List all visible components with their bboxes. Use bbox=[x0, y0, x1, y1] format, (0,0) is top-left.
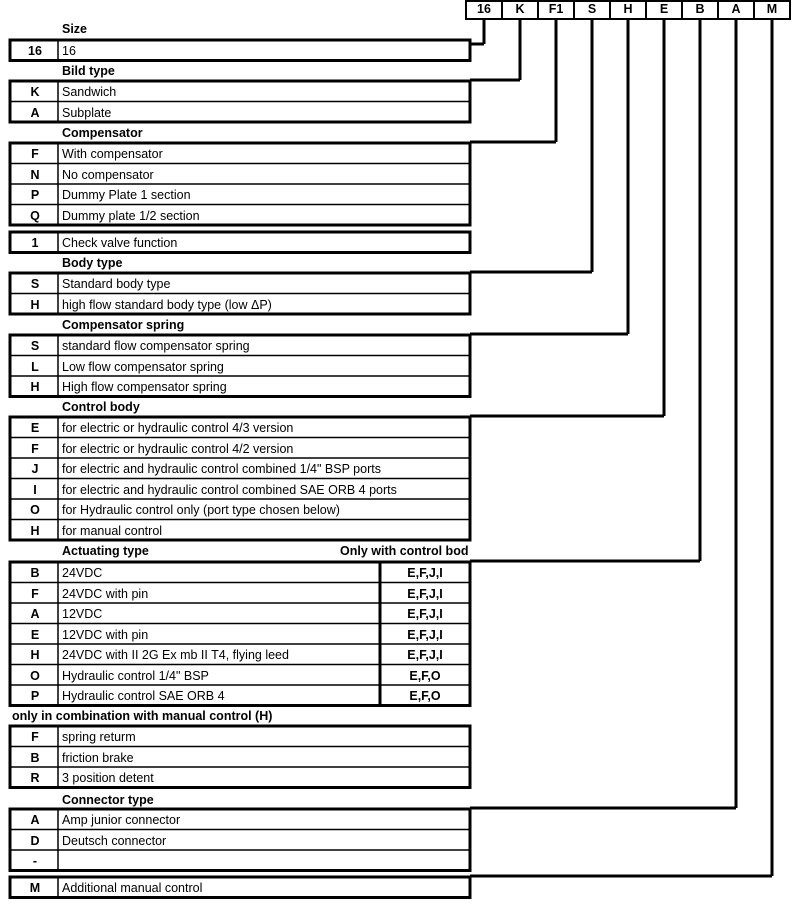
option-label: Hydraulic control SAE ORB 4 bbox=[62, 689, 225, 703]
option-code: F bbox=[31, 441, 39, 456]
header-code-6: B bbox=[695, 2, 705, 16]
option-label: With compensator bbox=[62, 147, 163, 161]
option-code: H bbox=[30, 523, 40, 538]
option-code: H bbox=[30, 380, 40, 394]
compat-codes: E,F,O bbox=[409, 689, 441, 703]
header-code-3: S bbox=[587, 2, 597, 16]
option-label: for Hydraulic control only (port type chosen below) bbox=[62, 503, 340, 517]
compat-codes: E,F,J,I bbox=[407, 648, 443, 662]
header-code-0: 16 bbox=[477, 2, 491, 16]
group-title-comp: Compensator bbox=[62, 126, 143, 140]
option-label: Dummy Plate 1 section bbox=[62, 188, 191, 202]
option-code: E bbox=[30, 421, 40, 435]
group-title-act: Actuating type bbox=[62, 544, 149, 558]
option-label: high flow standard body type (low ΔP) bbox=[62, 297, 272, 312]
option-label: No compensator bbox=[62, 167, 154, 182]
option-label: friction brake bbox=[62, 750, 134, 765]
option-label: Low flow compensator spring bbox=[62, 359, 224, 374]
option-code: F bbox=[31, 586, 39, 601]
group-title-spring: Compensator spring bbox=[62, 318, 185, 332]
option-code: - bbox=[32, 854, 38, 868]
option-label: Hydraulic control 1/4" BSP bbox=[62, 668, 209, 683]
option-code: B bbox=[30, 750, 40, 765]
group-note-act: Only with control bod bbox=[340, 544, 469, 558]
option-label: Standard body type bbox=[62, 277, 171, 291]
option-label: High flow compensator spring bbox=[62, 380, 227, 394]
option-code: P bbox=[30, 188, 40, 202]
header-code-7: A bbox=[731, 2, 741, 16]
option-code: 16 bbox=[28, 44, 42, 58]
option-code: F bbox=[31, 730, 39, 744]
option-label: for electric and hydraulic control combined 1/4" BSP ports bbox=[62, 462, 381, 476]
option-label: 24VDC with II 2G Ex mb II T4, flying leed bbox=[62, 648, 289, 662]
option-code: M bbox=[29, 881, 41, 895]
option-code: N bbox=[30, 167, 40, 182]
option-label: 3 position detent bbox=[62, 771, 154, 785]
option-label: for manual control bbox=[62, 523, 163, 538]
option-code: A bbox=[30, 607, 40, 621]
option-label: standard flow compensator spring bbox=[62, 339, 250, 353]
option-label: Amp junior connector bbox=[62, 813, 181, 827]
option-label: for electric and hydraulic control combined SAE ORB 4 ports bbox=[62, 482, 397, 497]
option-code: Q bbox=[30, 208, 40, 223]
option-code: A bbox=[30, 105, 40, 120]
option-code: H bbox=[30, 648, 40, 662]
group-title-conn: Connector type bbox=[62, 793, 154, 807]
header-code-8: M bbox=[766, 2, 778, 16]
header-code-1: K bbox=[515, 2, 525, 16]
option-label: 12VDC bbox=[62, 607, 103, 621]
option-code: D bbox=[30, 833, 40, 848]
option-code: B bbox=[30, 566, 40, 580]
header-code-2: F1 bbox=[548, 2, 564, 16]
group-box-size bbox=[10, 40, 470, 61]
option-label: Deutsch connector bbox=[62, 833, 167, 848]
option-code: S bbox=[30, 339, 40, 353]
group-title-body: Body type bbox=[62, 256, 123, 270]
option-label: 16 bbox=[62, 44, 76, 58]
compat-codes: E,F,O bbox=[409, 668, 441, 683]
option-code: J bbox=[31, 462, 39, 476]
option-code: S bbox=[30, 277, 40, 291]
compat-codes: E,F,J,I bbox=[407, 627, 443, 642]
option-code: K bbox=[30, 85, 40, 99]
header-code-4: H bbox=[623, 2, 633, 16]
option-code: F bbox=[31, 147, 39, 161]
header-code-5: E bbox=[659, 2, 669, 16]
option-label: for electric or hydraulic control 4/2 version bbox=[62, 441, 294, 456]
option-label: spring returm bbox=[62, 730, 136, 744]
option-label: Subplate bbox=[62, 105, 112, 120]
option-code: O bbox=[30, 668, 40, 683]
option-code: L bbox=[31, 359, 39, 374]
option-code: 1 bbox=[31, 236, 39, 250]
option-code: P bbox=[30, 689, 40, 703]
option-label: 24VDC bbox=[62, 566, 103, 580]
group-title-size: Size bbox=[62, 22, 88, 36]
compat-codes: E,F,J,I bbox=[407, 607, 443, 621]
option-label: 24VDC with pin bbox=[62, 586, 149, 601]
option-label: for electric or hydraulic control 4/3 version bbox=[62, 421, 294, 435]
option-label: Check valve function bbox=[62, 236, 178, 250]
option-code: H bbox=[30, 297, 40, 312]
option-label: Dummy plate 1/2 section bbox=[62, 208, 200, 223]
option-label: Sandwich bbox=[62, 85, 117, 99]
option-code: A bbox=[30, 813, 40, 827]
option-label: Additional manual control bbox=[62, 881, 203, 895]
compat-codes: E,F,J,I bbox=[407, 586, 443, 601]
option-code: O bbox=[30, 503, 40, 517]
option-code: I bbox=[33, 482, 37, 497]
group-title-manual: only in combination with manual control (H) bbox=[12, 709, 273, 723]
group-title-bild: Bild type bbox=[62, 64, 115, 78]
compat-codes: E,F,J,I bbox=[407, 566, 443, 580]
option-code: R bbox=[30, 771, 40, 785]
option-code: E bbox=[30, 627, 40, 642]
group-title-control: Control body bbox=[62, 400, 140, 414]
option-label: 12VDC with pin bbox=[62, 627, 149, 642]
